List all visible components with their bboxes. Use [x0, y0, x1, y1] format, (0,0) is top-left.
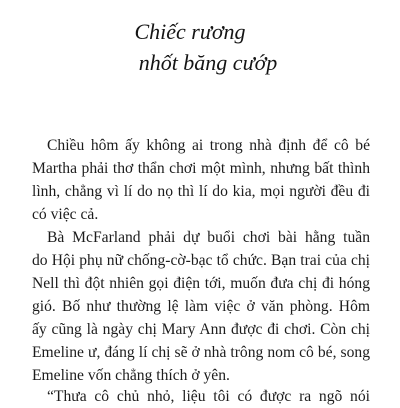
paragraph-2-line-2: do Hội phụ nữ chống-cờ-bạc tổ chức. Bạn trai của chị — [32, 252, 370, 269]
paragraph-2-line-3: Nell thì đột nhiên gọi điện tới, muốn đưa chị đi hóng — [32, 275, 370, 292]
paragraph-2-line-5: ấy cũng là ngày chị Mary Ann được đi chơi. Còn chị — [32, 321, 370, 338]
paragraph-3-line-1: “Thưa cô chủ nhỏ, liệu tôi có được ra ngõ nói — [47, 388, 370, 405]
paragraph-2-line-6: Emeline ư, đáng lí chị sẽ ở nhà trông nom cô bé, song — [32, 344, 370, 361]
paragraph-1-line-2: Martha phải thơ thẩn chơi một mình, nhưng bất thình — [32, 160, 370, 177]
chapter-title-line-1: Chiếc rương — [134, 19, 246, 44]
paragraph-1-line-4: có việc cả. — [32, 206, 99, 223]
paragraph-2-line-7: Emeline vốn chẳng thích ở yên. — [32, 367, 230, 384]
paragraph-2-line-1: Bà McFarland phải dự buổi chơi bài hằng tuần — [47, 229, 370, 246]
paragraph-2-line-4: gió. Bố như thường lệ làm việc ở văn phòng. Hôm — [32, 298, 370, 315]
paragraph-1-line-1: Chiều hôm ấy không ai trong nhà định để cô bé — [47, 137, 370, 154]
chapter-title-line-2: nhốt băng cướp — [138, 50, 278, 75]
paragraph-1-line-3: lình, chẳng vì lí do nọ thì lí do kia, mọi người đều đi — [32, 183, 370, 200]
